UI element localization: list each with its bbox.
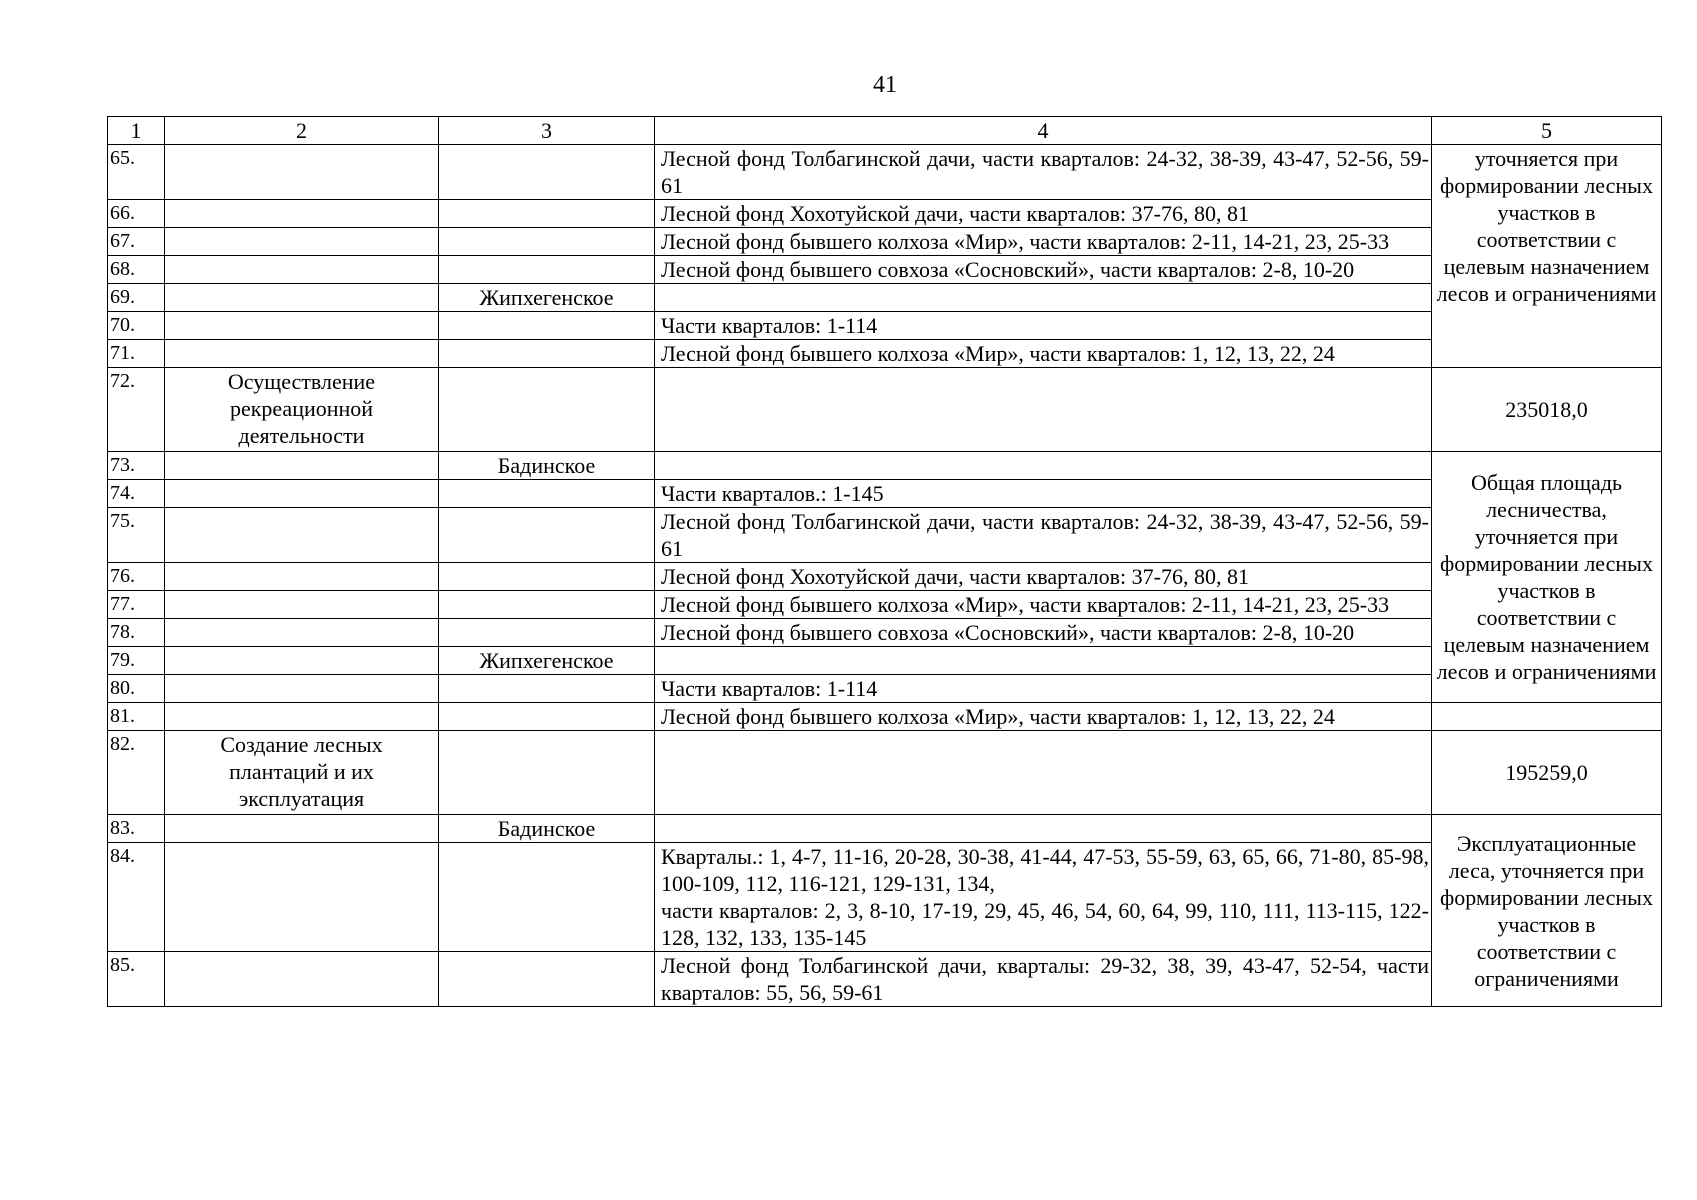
forestry-cell — [439, 312, 655, 340]
row-number: 66. — [108, 200, 165, 228]
quarters-cell: Лесной фонд Хохотуйской дачи, части кварталов: 37-76, 80, 81 — [655, 200, 1432, 228]
row-number: 82. — [108, 731, 165, 815]
row-number: 71. — [108, 340, 165, 368]
table-row — [108, 619, 1662, 647]
area-value: 235018,0 — [1432, 368, 1662, 452]
quarters-parts-text: части кварталов: 2, 3, 8-10, 17-19, 29, 45, 46, 54, 60, 64, 99, 110, 111, 113-115, 122-128, 132, 133, 135-145 — [661, 898, 1429, 950]
row-number: 81. — [108, 703, 165, 731]
row-number: 83. — [108, 815, 165, 843]
note-cell: Эксплуатационные леса, уточняется при формировании лесных участков в соответствии с ограничениями — [1432, 815, 1662, 1007]
forestry-cell — [439, 508, 655, 563]
quarters-cell: Части кварталов: 1-114 — [655, 312, 1432, 340]
quarters-cell: Части кварталов: 1-114 — [655, 675, 1432, 703]
activity-cell — [165, 843, 439, 952]
col-header-2: 2 — [165, 117, 439, 145]
row-number: 67. — [108, 228, 165, 256]
row-number: 72. — [108, 368, 165, 452]
quarters-cell — [655, 647, 1432, 675]
activity-cell — [165, 145, 439, 200]
forestry-cell — [439, 703, 655, 731]
table-row — [108, 340, 1662, 368]
table-row — [108, 228, 1662, 256]
forestry-cell — [439, 843, 655, 952]
forestry-cell — [439, 200, 655, 228]
forestry-cell: Бадинское — [439, 452, 655, 480]
table-row — [108, 480, 1662, 508]
area-value: 195259,0 — [1432, 731, 1662, 815]
forestry-cell — [439, 145, 655, 200]
activity-cell — [165, 452, 439, 480]
table-row — [108, 145, 1662, 200]
row-number: 80. — [108, 675, 165, 703]
col-header-5: 5 — [1432, 117, 1662, 145]
forestry-cell — [439, 480, 655, 508]
activity-cell — [165, 200, 439, 228]
forestry-table — [107, 116, 1662, 1007]
activity-cell: Осуществление рекреационной деятельности — [165, 368, 439, 452]
quarters-cell — [655, 843, 1432, 952]
quarters-cell: Лесной фонд Толбагинской дачи, части кварталов: 24-32, 38-39, 43-47, 52-56, 59-61 — [655, 508, 1432, 563]
row-number: 78. — [108, 619, 165, 647]
row-number: 84. — [108, 843, 165, 952]
row-number: 79. — [108, 647, 165, 675]
table-row — [108, 563, 1662, 591]
quarters-cell: Лесной фонд бывшего совхоза «Сосновский», части кварталов: 2-8, 10-20 — [655, 619, 1432, 647]
activity-cell — [165, 815, 439, 843]
forestry-cell — [439, 340, 655, 368]
quarters-text: Кварталы.: 1, 4-7, 11-16, 20-28, 30-38, 41-44, 47-53, 55-59, 63, 65, 66, 71-80, 85-98, 100-109, 112, 116-121, 129-131, 134, — [661, 844, 1429, 896]
header-row — [108, 117, 1662, 145]
forestry-cell — [439, 563, 655, 591]
forestry-cell — [439, 675, 655, 703]
row-number: 74. — [108, 480, 165, 508]
forestry-cell: Жипхегенское — [439, 647, 655, 675]
activity-cell — [165, 256, 439, 284]
activity-cell: Создание лесных плантаций и их эксплуатация — [165, 731, 439, 815]
row-number: 65. — [108, 145, 165, 200]
forestry-cell — [439, 619, 655, 647]
quarters-cell — [655, 452, 1432, 480]
table-row — [108, 815, 1662, 843]
activity-cell — [165, 703, 439, 731]
quarters-cell: Лесной фонд Хохотуйской дачи, части кварталов: 37-76, 80, 81 — [655, 563, 1432, 591]
forestry-cell: Жипхегенское — [439, 284, 655, 312]
forestry-cell — [439, 952, 655, 1007]
table-row — [108, 591, 1662, 619]
quarters-cell: Лесной фонд бывшего колхоза «Мир», части кварталов: 2-11, 14-21, 23, 25-33 — [655, 591, 1432, 619]
row-number: 85. — [108, 952, 165, 1007]
table-row — [108, 703, 1662, 731]
activity-cell — [165, 591, 439, 619]
table-row — [108, 675, 1662, 703]
note-cell: уточняется при формировании лесных участков в соответствии с целевым назначением лесов и ограничениями — [1432, 145, 1662, 368]
quarters-cell: Лесной фонд бывшего колхоза «Мир», части кварталов: 1, 12, 13, 22, 24 — [655, 340, 1432, 368]
quarters-cell: Лесной фонд бывшего совхоза «Сосновский», части кварталов: 2-8, 10-20 — [655, 256, 1432, 284]
quarters-cell: Лесной фонд Толбагинской дачи, части кварталов: 24-32, 38-39, 43-47, 52-56, 59-61 — [655, 145, 1432, 200]
table-row — [108, 256, 1662, 284]
quarters-cell — [655, 368, 1432, 452]
table-row — [108, 731, 1662, 815]
activity-cell — [165, 619, 439, 647]
activity-cell — [165, 228, 439, 256]
quarters-cell — [655, 284, 1432, 312]
table-row — [108, 368, 1662, 452]
table-row — [108, 647, 1662, 675]
table-row — [108, 452, 1662, 480]
col-header-1: 1 — [108, 117, 165, 145]
col-header-3: 3 — [439, 117, 655, 145]
row-number: 77. — [108, 591, 165, 619]
forestry-cell — [439, 256, 655, 284]
row-number: 68. — [108, 256, 165, 284]
activity-cell — [165, 952, 439, 1007]
forestry-cell — [439, 731, 655, 815]
table-row — [108, 508, 1662, 563]
forestry-cell — [439, 591, 655, 619]
col-header-4: 4 — [655, 117, 1432, 145]
row-number: 70. — [108, 312, 165, 340]
page-number: 41 — [873, 72, 897, 98]
table-row — [108, 312, 1662, 340]
forestry-cell — [439, 368, 655, 452]
activity-cell — [165, 284, 439, 312]
activity-cell — [165, 647, 439, 675]
quarters-cell: Части кварталов.: 1-145 — [655, 480, 1432, 508]
quarters-cell — [655, 815, 1432, 843]
note-cell: Общая площадь лесничества, уточняется при формировании лесных участков в соответствии с целевым назначением лесов и ограничениями — [1432, 452, 1662, 703]
activity-cell — [165, 675, 439, 703]
activity-cell — [165, 340, 439, 368]
quarters-cell: Лесной фонд Толбагинской дачи, кварталы: 29-32, 38, 39, 43-47, 52-54, части кварталов: 55, 56, 59-61 — [655, 952, 1432, 1007]
row-number: 73. — [108, 452, 165, 480]
table-row — [108, 843, 1662, 952]
activity-cell — [165, 563, 439, 591]
table-row — [108, 952, 1662, 1007]
row-number: 69. — [108, 284, 165, 312]
forestry-cell — [439, 228, 655, 256]
activity-cell — [165, 508, 439, 563]
forestry-cell: Бадинское — [439, 815, 655, 843]
quarters-cell — [655, 731, 1432, 815]
row-number: 75. — [108, 508, 165, 563]
quarters-cell: Лесной фонд бывшего колхоза «Мир», части кварталов: 2-11, 14-21, 23, 25-33 — [655, 228, 1432, 256]
table-row — [108, 284, 1662, 312]
activity-cell — [165, 480, 439, 508]
table-row — [108, 200, 1662, 228]
row-number: 76. — [108, 563, 165, 591]
note-cell-empty — [1432, 703, 1662, 731]
activity-cell — [165, 312, 439, 340]
quarters-cell: Лесной фонд бывшего колхоза «Мир», части кварталов: 1, 12, 13, 22, 24 — [655, 703, 1432, 731]
